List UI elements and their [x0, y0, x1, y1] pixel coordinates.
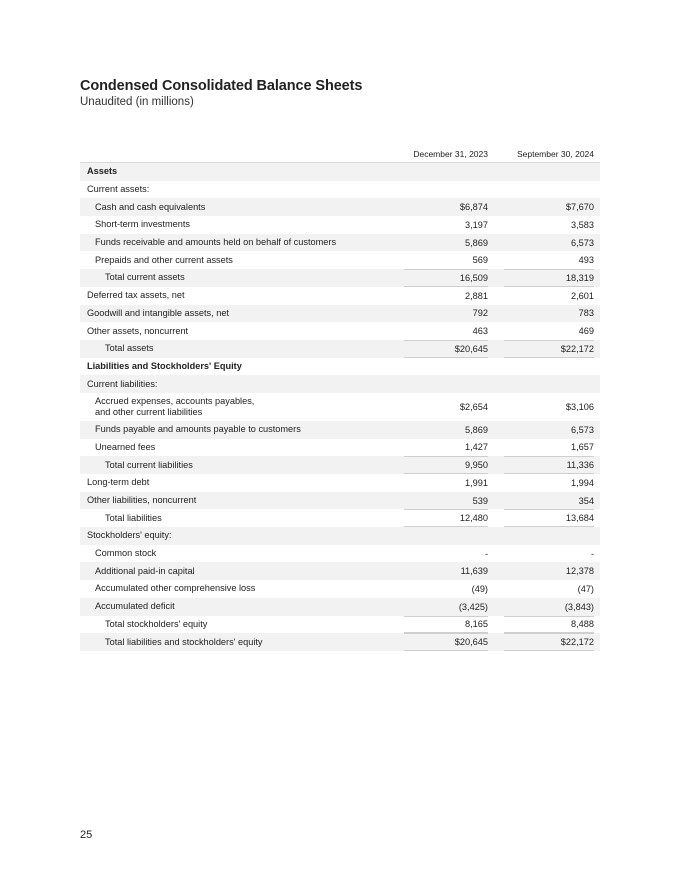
table-row	[80, 492, 600, 510]
cell-value: (49)	[471, 583, 488, 594]
column-header: December 31, 2023	[413, 148, 488, 159]
row-label: Total liabilities and stockholders' equity	[105, 636, 263, 647]
row-label: Total stockholders' equity	[105, 618, 208, 629]
row-label: Unearned fees	[95, 441, 156, 452]
row-label: Deferred tax assets, net	[87, 290, 185, 301]
table-row-total	[80, 616, 600, 634]
cell-value: (3,425)	[458, 601, 488, 612]
table-row	[80, 287, 600, 305]
row-label: Other liabilities, noncurrent	[87, 495, 197, 506]
cell-value: 1,657	[571, 442, 594, 453]
cell-value: $2,654	[459, 401, 488, 412]
cell-value: 783	[578, 308, 594, 319]
section-heading: Liabilities and Stockholders' Equity	[87, 360, 242, 371]
row-label: Additional paid-in capital	[95, 565, 195, 576]
table-row-total	[80, 509, 600, 527]
cell-value: 5,869	[465, 424, 488, 435]
cell-value: 16,509	[404, 269, 488, 287]
cell-value: 539	[472, 495, 488, 506]
table-row-total	[80, 269, 600, 287]
row-label: Total liabilities	[105, 512, 162, 523]
cell-value: 1,991	[465, 477, 488, 488]
cell-value: 493	[578, 255, 594, 266]
cell-value: 3,197	[465, 219, 488, 230]
table-row-total	[80, 633, 600, 651]
table-row	[80, 234, 600, 252]
cell-value: 11,639	[460, 566, 488, 577]
cell-value: $22,172	[504, 340, 594, 358]
cell-value: $20,645	[404, 633, 488, 651]
cell-value: 8,165	[404, 616, 488, 634]
row-label: Total current liabilities	[105, 459, 193, 470]
table-row	[80, 322, 600, 340]
row-label: Total current assets	[105, 272, 185, 283]
table-row	[80, 393, 600, 421]
balance-sheet-table	[80, 145, 600, 651]
table-row	[80, 375, 600, 393]
cell-value: 8,488	[504, 616, 594, 634]
table-row-total	[80, 340, 600, 358]
row-label: Cash and cash equivalents	[95, 201, 206, 212]
page-subtitle: Unaudited (in millions)	[80, 96, 194, 108]
page-number: 25	[80, 829, 93, 841]
cell-value: 5,869	[465, 237, 488, 248]
row-label: Total assets	[105, 343, 154, 354]
table-row	[80, 580, 600, 598]
cell-value: $20,645	[404, 340, 488, 358]
cell-value: (3,843)	[564, 601, 594, 612]
cell-value: (47)	[577, 583, 594, 594]
cell-value: 3,583	[571, 219, 594, 230]
row-label: Funds payable and amounts payable to customers	[95, 424, 301, 435]
cell-value: 569	[472, 255, 488, 266]
cell-value: 13,684	[504, 509, 594, 527]
table-row	[80, 216, 600, 234]
row-label: Short-term investments	[95, 219, 190, 230]
cell-value: -	[590, 548, 594, 559]
row-label: Accumulated other comprehensive loss	[95, 583, 256, 594]
cell-value: 6,573	[571, 237, 594, 248]
cell-value: 12,480	[404, 509, 488, 527]
table-row	[80, 562, 600, 580]
row-label: Common stock	[95, 548, 157, 559]
table-row	[80, 474, 600, 492]
row-label: Goodwill and intangible assets, net	[87, 307, 229, 318]
cell-value: $6,874	[459, 202, 488, 213]
section-heading: Assets	[87, 166, 118, 177]
cell-value: 2,881	[465, 290, 488, 301]
row-label: Stockholders' equity:	[87, 530, 172, 541]
cell-value: 9,950	[404, 456, 488, 474]
cell-value: 6,573	[571, 424, 594, 435]
table-header	[80, 145, 600, 163]
cell-value: 1,994	[571, 477, 594, 488]
table-row	[80, 163, 600, 181]
cell-value: -	[484, 548, 488, 559]
cell-value: 792	[472, 308, 488, 319]
table-row	[80, 358, 600, 376]
row-label: Prepaids and other current assets	[95, 254, 233, 265]
cell-value: 1,427	[465, 442, 488, 453]
cell-value: $22,172	[504, 633, 594, 651]
table-row	[80, 198, 600, 216]
cell-value: 463	[472, 326, 488, 337]
cell-value: 18,319	[504, 269, 594, 287]
table-row	[80, 598, 600, 616]
row-label: Funds receivable and amounts held on behalf of customers	[95, 237, 337, 248]
row-label: Current liabilities:	[87, 378, 158, 389]
cell-value: $3,106	[565, 401, 594, 412]
row-label: Long-term debt	[87, 477, 150, 488]
column-header: September 30, 2024	[516, 148, 594, 159]
row-label: Accrued expenses, accounts payables, and other current liabilities	[95, 395, 255, 417]
cell-value: 469	[578, 326, 594, 337]
row-label: Current assets:	[87, 184, 150, 195]
row-label: Accumulated deficit	[95, 601, 175, 612]
cell-value: 2,601	[571, 290, 594, 301]
table-row	[80, 251, 600, 269]
table-row	[80, 439, 600, 457]
row-label: Other assets, noncurrent	[87, 325, 189, 336]
page-title: Condensed Consolidated Balance Sheets	[80, 78, 363, 94]
table-row	[80, 545, 600, 563]
table-row	[80, 305, 600, 323]
table-row	[80, 181, 600, 199]
cell-value: 12,378	[565, 566, 594, 577]
cell-value: 354	[578, 495, 594, 506]
cell-value: 11,336	[504, 456, 594, 474]
cell-value: $7,670	[565, 202, 594, 213]
table-row	[80, 421, 600, 439]
table-row-total	[80, 456, 600, 474]
table-row	[80, 527, 600, 545]
